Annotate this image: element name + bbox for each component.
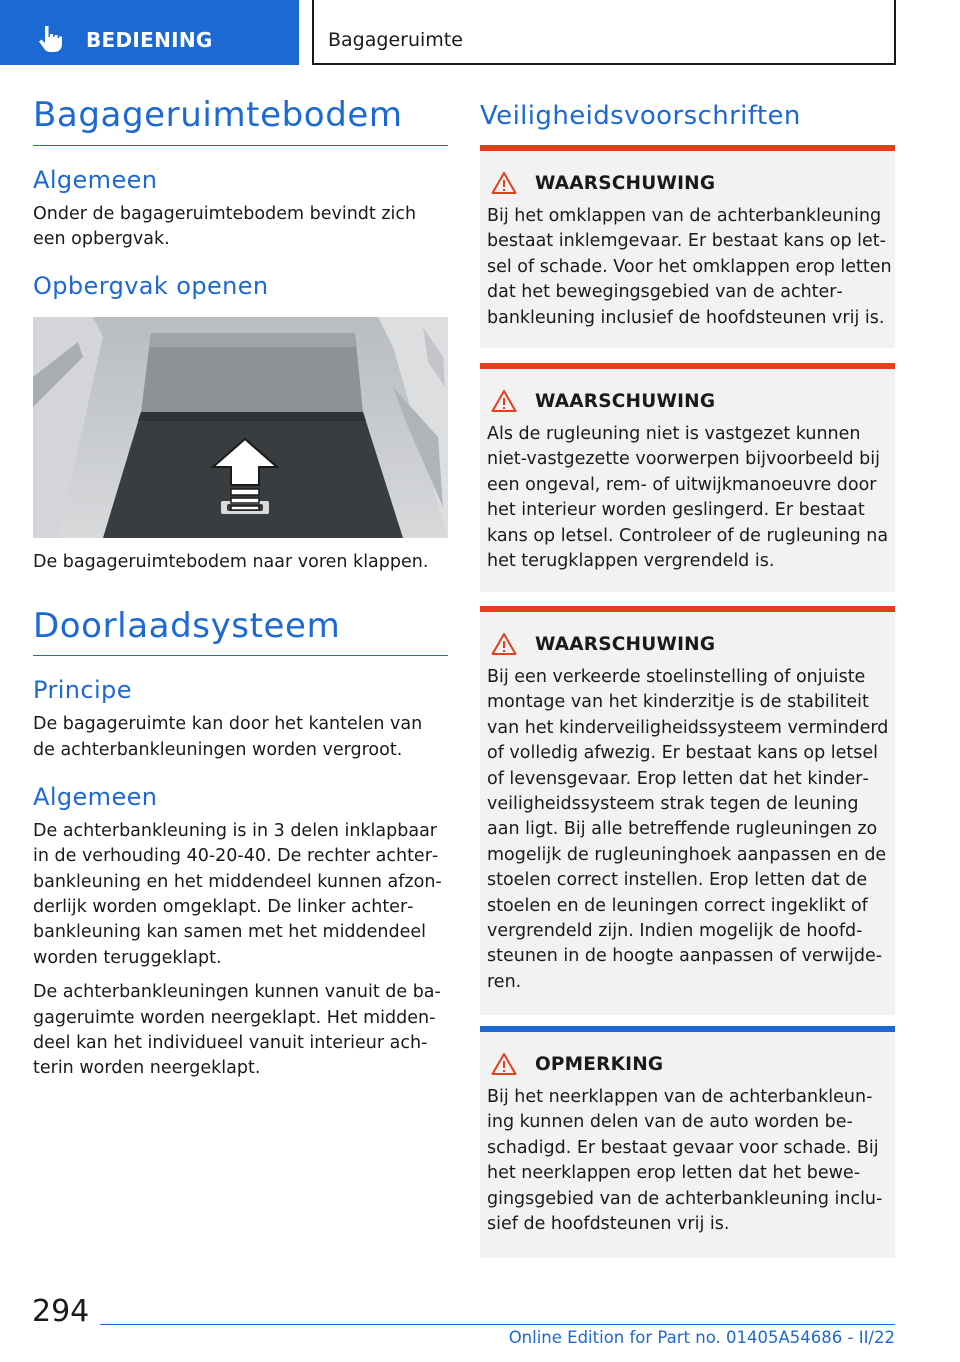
warning-box <box>480 145 895 348</box>
heading-safety: Veiligheidsvoorschriften <box>480 101 801 131</box>
warning-box <box>480 606 895 1015</box>
hand-pointer-icon <box>36 24 66 54</box>
warning-triangle-icon <box>491 389 517 413</box>
warning-bar <box>480 606 895 612</box>
page-number: 294 <box>32 1294 90 1329</box>
heading-luggage-floor: Bagageruimtebodem <box>33 95 403 135</box>
note-bar <box>480 1026 895 1032</box>
subheading-open-storage: Opbergvak openen <box>33 272 269 301</box>
right-column <box>480 95 895 1235</box>
warning-label: WAARSCHUWING <box>535 390 716 412</box>
trunk-floor-photo <box>33 317 448 538</box>
subheading-general-2: Algemeen <box>33 783 158 812</box>
left-column <box>33 95 448 1082</box>
heading-rule <box>33 145 448 146</box>
paragraph-general-2a: De achterbankleuning is in 3 delen inklapbaar in de verhouding 40-20-40. De rechter achterbankleuning en het middendeel kunnen afzonderlijk worden omgeklapt. De linker achterbankleuning kan samen met het middendeel worden teruggeklapt. <box>33 820 442 968</box>
warning-label: WAARSCHUWING <box>535 633 716 655</box>
warning-triangle-icon <box>491 171 517 195</box>
warning-text: Bij een verkeerde stoelinstelling of onjuiste montage van het kinderzitje is de stabiliteit van het kinderveiligheidssysteem verminderd of volledig afwezig. Er bestaat kans op letsel of levensgevaar. Erop letten dat het kinderveiligheidssysteem strak tegen de leuning aan ligt. Bij alle betreffende rugleuningen zo mogelijk de rugleuninghoek aanpassen en de stoelen correct instellen. Erop letten dat de stoelen en de leuningen correct ingeklikt of vergrendeld zijn. Indien mogelijk de hoofdsteunen in de hoogte aanpassen of verwijderen. <box>487 667 889 992</box>
footer-rule <box>100 1324 895 1325</box>
warning-box <box>480 363 895 592</box>
note-text: Bij het neerklappen van de achterbankleuning kunnen delen van de auto worden beschadigd. Er bestaat gevaar voor schade. Bij het neerklappen erop letten dat het bewegingsgebied van de achterbankleuning inclusief de hoofdsteunen vrij is. <box>487 1087 883 1235</box>
subheading-principle: Principe <box>33 676 132 705</box>
section-label: BEDIENING <box>86 28 213 52</box>
photo-caption: De bagageruimtebodem naar voren klappen. <box>33 552 429 573</box>
warning-label: WAARSCHUWING <box>535 172 716 194</box>
section-tab <box>0 0 299 65</box>
warning-triangle-icon <box>491 1052 517 1076</box>
warning-triangle-icon <box>491 632 517 656</box>
chapter-title: Bagageruimte <box>328 29 463 51</box>
warning-text: Bij het omklappen van de achterbankleuning bestaat inklemgevaar. Er bestaat kans op letsel of schade. Voor het omklappen erop letten dat het bewegingsgebied van de achterbankleuning inclusief de hoofdsteunen vrij is. <box>487 206 892 328</box>
subheading-general: Algemeen <box>33 165 158 194</box>
warning-bar <box>480 363 895 369</box>
paragraph-general-2b: De achterbankleuningen kunnen vanuit de bagageruimte worden neergeklapt. Het middendeel kan het individueel vanuit interieur achterin worden neergeklapt. <box>33 982 441 1079</box>
paragraph-principle: De bagageruimte kan door het kantelen van de achterbankleuningen worden vergroot. <box>33 714 423 760</box>
trunk-illustration <box>33 317 448 538</box>
heading-rule-2 <box>33 655 448 656</box>
footer-edition: Online Edition for Part no. 01405A54686 - II/22 <box>508 1328 895 1347</box>
note-label: OPMERKING <box>535 1053 664 1075</box>
chapter-title-frame <box>312 0 896 65</box>
note-box <box>480 1026 895 1258</box>
warning-bar <box>480 145 895 151</box>
warning-text: Als de rugleuning niet is vastgezet kunnen niet-vastgezette voorwerpen bijvoorbeeld bij een ongeval, rem- of uitwijkmanoeuvre door het interieur worden geslingerd. Er bestaat kans op letsel. Controleer of de rugleuning na het terugklappen vergrendeld is. <box>487 424 889 572</box>
heading-through-load: Doorlaadsysteem <box>33 605 341 646</box>
paragraph-general: Onder de bagageruimtebodem bevindt zich een opbergvak. <box>33 203 417 249</box>
